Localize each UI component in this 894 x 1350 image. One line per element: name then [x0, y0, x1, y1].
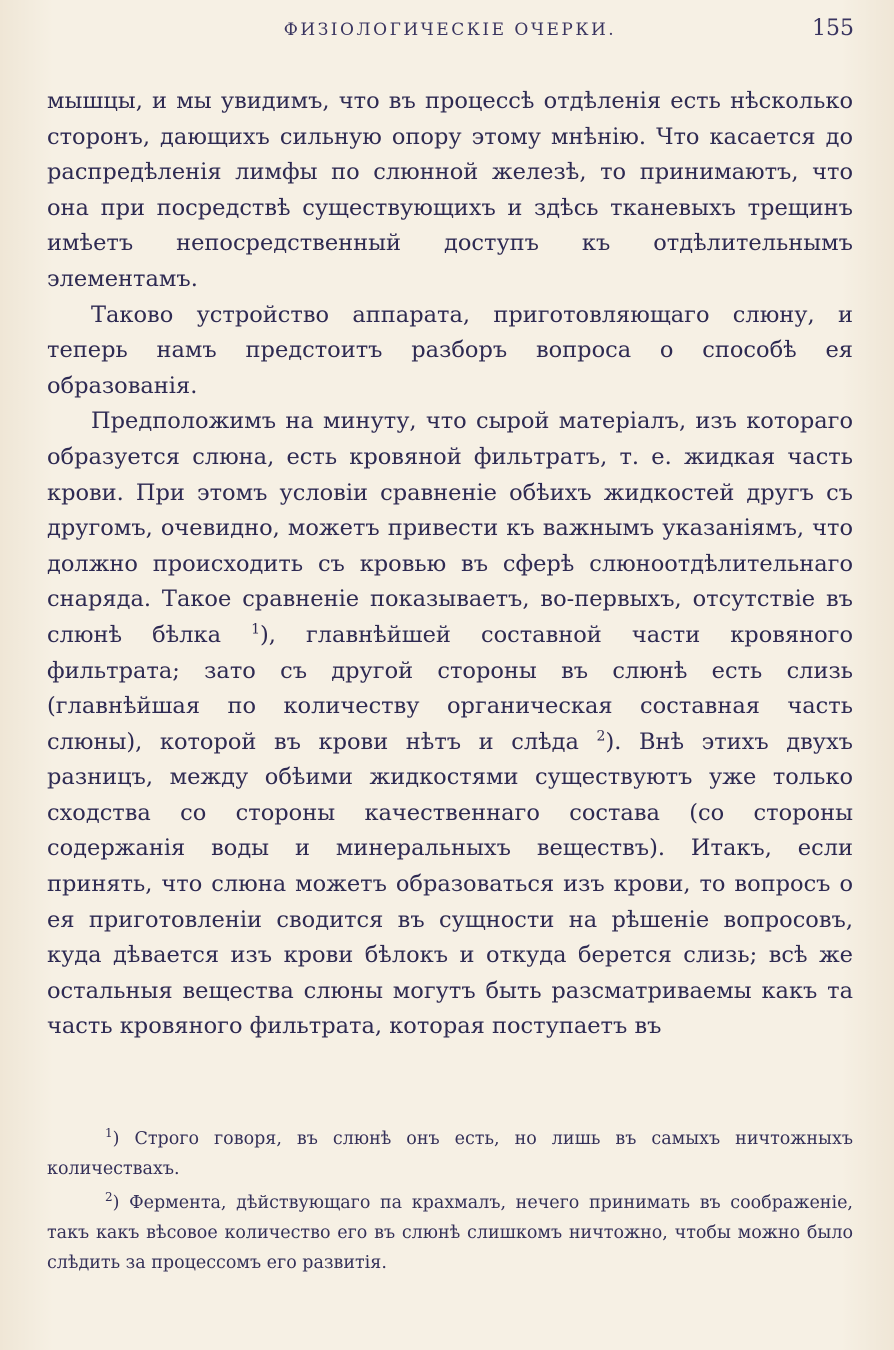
footnotes: [47, 1124, 853, 1282]
page-header: [46, 16, 854, 48]
paragraph-3-part-a: Предположимъ на минуту, что сырой матеріалъ, изъ котораго образуется слюна, есть кровяной фильтратъ, т. е. жидкая часть крови. При этомъ условіи сравненіе обѣихъ жидкостей другъ съ другомъ, очевидно, можетъ привести къ важнымъ указаніямъ, что должно происходить съ кровью въ сферѣ слюноотдѣлительнаго снаряда. Такое сравненіе показываетъ, во-первыхъ, отсутствіе въ слюнѣ бѣлка: [47, 408, 853, 648]
footnote-text-2: ) Фермента, дѣйствующаго па крахмалъ, нечего принимать въ соображеніе, такъ какъ вѣсовое количество его въ слюнѣ слишкомъ ничтожно, чтобы можно было слѣдить за процессомъ его развитія.: [47, 1193, 853, 1273]
paragraph-3-part-b: ), главнѣйшей составной части кровяного фильтрата; зато съ другой стороны въ слюнѣ есть слизь (главнѣйшая по количеству органическая составная часть слюны), которой въ крови нѣтъ и слѣда: [47, 621, 853, 755]
footnote-1: [47, 1124, 853, 1184]
body-text: [47, 84, 853, 1045]
footnote-ref-1[interactable]: 1: [251, 621, 260, 638]
page-number: 155: [812, 16, 854, 41]
footnote-ref-2[interactable]: 2: [596, 728, 606, 745]
footnote-mark-1: 1: [105, 1126, 113, 1141]
paragraph-2: Таково устройство аппарата, приготовляющаго слюну, и теперь намъ предстоитъ разборъ вопроса о способѣ ея образованія.: [47, 301, 853, 399]
footnote-mark-2: 2: [105, 1190, 113, 1205]
footnote-text-1: ) Строго говоря, въ слюнѣ онъ есть, но лишь въ самыхъ ничтожныхъ количествахъ.: [47, 1129, 853, 1179]
footnote-2: [47, 1188, 853, 1278]
paragraph-1: мышцы, и мы увидимъ, что въ процессѣ отдѣленія есть нѣсколько сторонъ, дающихъ сильную опору этому мнѣнію. Что касается до распредѣленія лимфы по слюнной железѣ, то принимаютъ, что она при посредствѣ существующихъ и здѣсь тканевыхъ трещинъ имѣетъ непосредственный доступъ къ отдѣлительнымъ элементамъ.: [47, 88, 853, 292]
paragraph-3: [47, 404, 853, 1045]
paragraph-3-part-c: ). Внѣ этихъ двухъ разницъ, между обѣими жидкостями существуютъ уже только сходства со стороны качественнаго состава (со стороны содержанія воды и минеральныхъ веществъ). Итакъ, если принять, что слюна можетъ образоваться изъ крови, то вопросъ о ея приготовленіи сводится въ сущности на рѣшеніе вопросовъ, куда дѣвается изъ крови бѣлокъ и откуда берется слизь; всѣ же остальныя вещества слюны могутъ быть разсматриваемы какъ та часть кровяного фильтрата, которая поступаетъ въ: [47, 728, 854, 1040]
running-head: ФИЗІОЛОГИЧЕСКІЕ ОЧЕРКИ.: [283, 20, 617, 40]
